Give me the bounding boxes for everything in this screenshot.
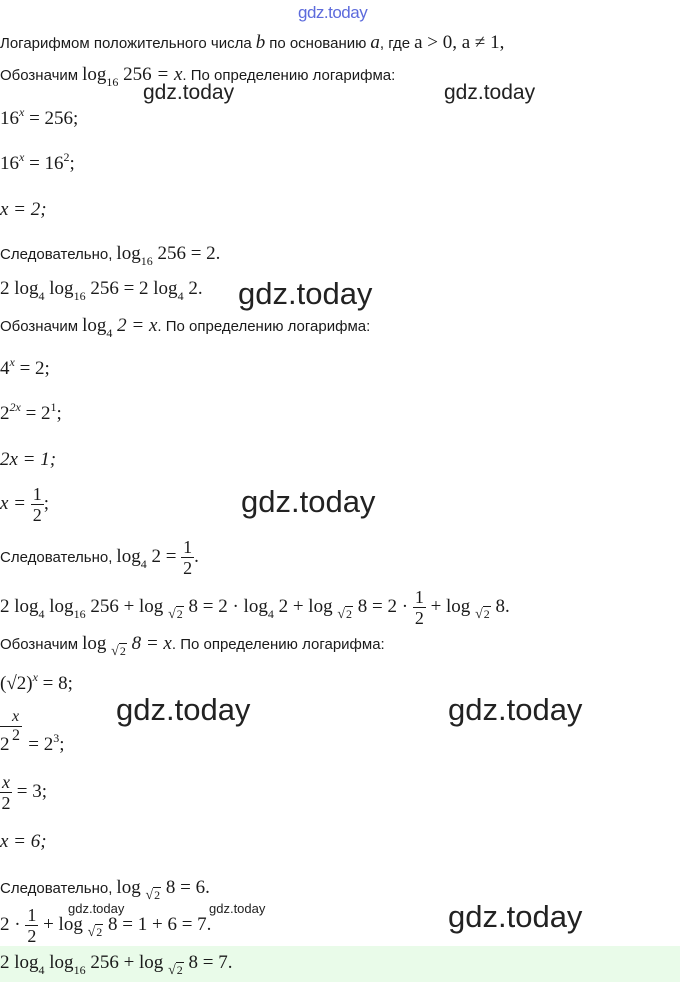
expression-2: 2 $\log_4 \log_{16} 256 + \log √2$ $8 = 2 \cdot \log_4 2 + \log √2$ 8 = 2 · $\frac{1}{2}$ + log √2 8. [0,587,510,628]
expression-3: 2 · $\frac{1}{2}$ + log √2 8 = 1 + 6 = 7. [0,905,212,946]
watermark: gdz.today [241,484,376,519]
fraction: $\frac{1}{2}$ [183,537,193,578]
part3-denote-line: Обозначим log √2 8 = x. По определению логарифма: [0,633,385,659]
part3-step4: x = 6; [0,831,47,852]
fraction: $\frac{x}{2}$ [1,772,11,813]
watermark: gdz.today [68,901,125,916]
fraction: $\frac{1}{2}$ [27,905,37,946]
site-logo[interactable]: gdz.today [298,3,368,22]
part2-step2: $2^{2x} = 2^1$; [0,400,62,424]
part3-step1: $(√2)^x = 8$; [0,670,73,694]
watermark: gdz.today [238,276,373,311]
watermark: gdz.today [209,901,266,916]
part3-step3: $\frac{x}{2}$ = 3; [1,772,47,813]
part3-result: Следовательно, log √2 8 = 6. [0,877,210,903]
watermark: gdz.today [116,692,251,727]
expression-1: 2 $\log_4 \log_{16} 256 = 2$ $\log_4 2$. [0,278,203,303]
part1-result: Следовательно, $\log_{16} 256 = 2$. [0,243,221,268]
part1-step3: x = 2; [0,199,47,220]
fraction: $\frac{1}{2}$ [32,484,42,525]
watermark: gdz.today [448,692,583,727]
part1-step1: 16$^x$ = 256; [0,105,79,129]
final-answer: 2 $\log_4 \log_{16} 256 + \log √2$ 8 = 7. [0,952,233,978]
definition-line: Логарифмом положительного числа b по основанию a, где a > 0, a ≠ 1, [0,32,505,53]
part2-step1: 4$^x$ = 2; [0,355,50,379]
watermark: gdz.today [444,81,536,104]
part2-step3: 2x = 1; [0,449,57,470]
part1-step2: $16^x = 16^2$; [0,150,75,174]
fraction: $\frac{1}{2}$ [414,587,424,628]
part3-step2-base: $2 = 2^3$; [0,731,65,755]
watermark: gdz.today [448,899,583,934]
watermark: gdz.today [143,81,235,104]
part3-step2: $\frac{x}{2}$ [0,708,22,745]
part2-result: Следовательно, $\log_4 2$ = $\frac{1}{2}$ . [0,537,199,578]
part2-step4: x = $\frac{1}{2}$ ; [0,484,50,525]
part2-denote-line: Обозначим $\log_4 2 = x$. По определению логарифма: [0,315,371,340]
part1-denote-line: Обозначим $\log_{16} 256 = x$. По определению логарифма: [0,64,396,89]
